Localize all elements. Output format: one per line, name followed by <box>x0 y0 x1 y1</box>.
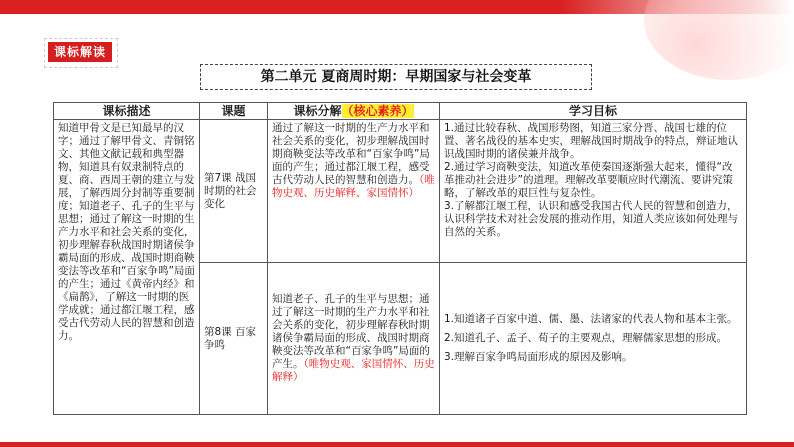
header-analysis-main: 课标分解 <box>293 104 342 118</box>
bottom-accent-bar <box>0 442 794 447</box>
decorative-glow <box>644 0 794 80</box>
lesson-title: 第8课 百家争鸣 <box>200 263 268 415</box>
header-standard: 课标描述 <box>54 103 200 120</box>
goal-item: 3.了解都江堰工程，认识和感受我国古代人民的智慧和创造力，认识科学技术对社会发展的推动作用，知道人类应该如何处理与自然的关系。 <box>444 200 738 238</box>
learning-goals <box>440 120 747 263</box>
table-row <box>54 120 747 263</box>
lesson-analysis <box>268 120 440 263</box>
standard-description: 知道甲骨文是已知最早的汉字；通过了解甲骨文、青铜铭文、其他文献记载和典型器物，知道具有奴隶制特点的夏、商、西周王朝的建立与发展，了解西周分封制等重要制度；知道老子、孔子的生平与思想；通过了解这一时期的生产力水平和社会关系的变化，初步理解春秋战国时期诸侯争霸局面的形成、战国时期商鞅变法等改革和“百家争鸣”局面的产生；通过《黄帝内经》和《扁鹊》，了解这一时期的医学成就；通过都江堰工程，感受古代劳动人民的智慧和创造力。 <box>54 120 200 415</box>
goal-item: 2.通过学习商鞅变法，知道改革使秦国逐渐强大起来，懂得“改革推动社会进步”的道理。理解改革要顺应时代潮流、要讲究策略，了解改革的艰巨性与复杂性。 <box>444 161 733 199</box>
analysis-text: 知道老子、孔子的生平与思想；通过了解这一时期的生产力水平和社会关系的变化，初步理解春秋时期诸侯争霸局面的形成、战国时期商鞅变法等改革和“百家争鸣”局面的产生。 <box>272 293 430 370</box>
goal-item: 1.通过比较春秋、战国形势图，知道三家分晋、战国七雄的位置、著名战役的基本史实，理解战国时期战争的特点，辩证地认识战国时期的诸侯兼并战争。 <box>444 122 738 160</box>
goal-item: 2.知道孔子、孟子、荀子的主要观点，理解儒家思想的形成。 <box>444 332 728 344</box>
goal-item: 1.知道诸子百家中道、儒、墨、法诸家的代表人物和基本主张。 <box>444 313 738 325</box>
curriculum-table <box>53 102 747 415</box>
goal-item: 3.理解百家争鸣局面形成的原因及影响。 <box>444 351 633 363</box>
analysis-text: 通过了解这一时期的生产力水平和社会关系的变化，初步理解战国时期商鞅变法等改革和“百家争鸣”局面的产生；通过都江堰工程，感受古代劳动人民的智慧和创造力。 <box>272 122 430 186</box>
analysis-literacy: （唯物史观、家国情怀、历史解释） <box>272 358 435 383</box>
header-lesson: 课题 <box>200 103 268 120</box>
table-header-row <box>54 103 747 120</box>
top-bar-solid <box>0 0 560 14</box>
header-analysis-tag: （核心素养） <box>341 104 414 118</box>
learning-goals <box>440 263 747 415</box>
header-analysis <box>268 103 440 120</box>
header-goals: 学习目标 <box>440 103 747 120</box>
lesson-title: 第7课 战国时期的社会变化 <box>200 120 268 263</box>
section-tag: 课标解读 <box>48 42 112 62</box>
lesson-analysis <box>268 263 440 415</box>
analysis-literacy: （唯物史观、历史解释、家国情怀） <box>272 174 435 199</box>
unit-title: 第二单元 夏商周时期：早期国家与社会变革 <box>200 64 592 90</box>
